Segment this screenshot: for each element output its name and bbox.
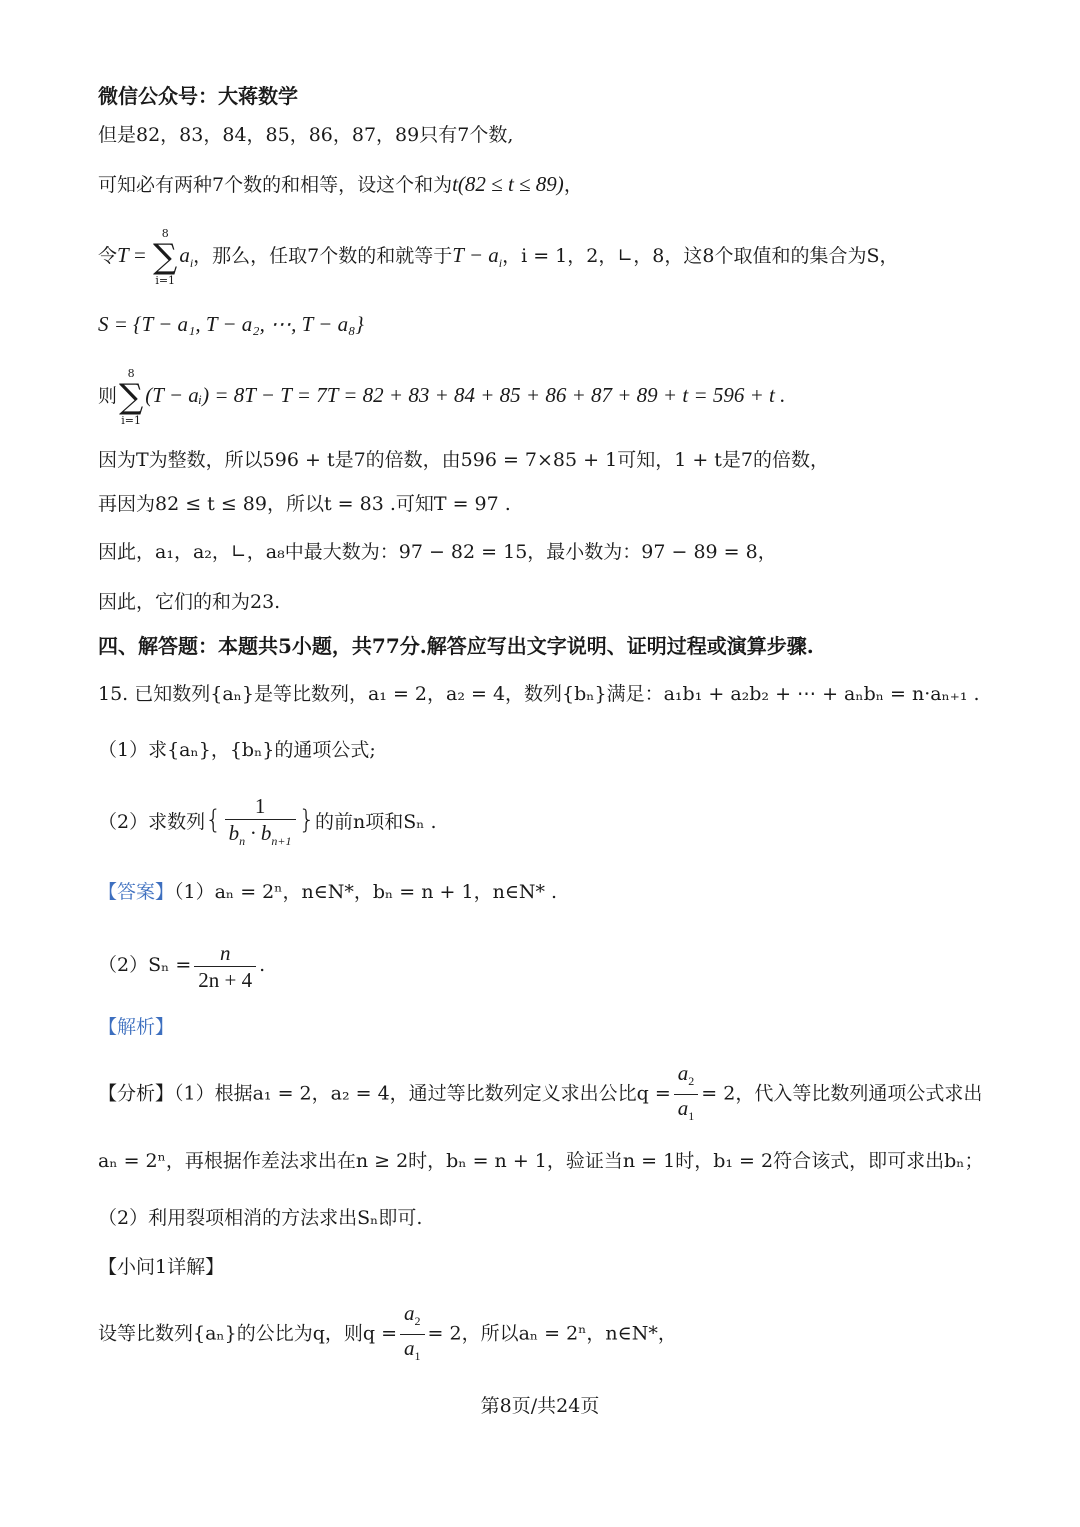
analysis-line-1-a: 【分析】（1）根据a₁ = 2，a₂ = 4，通过等比数列定义求出公比q =: [98, 1082, 671, 1105]
section-title: 四、解答题：本题共5小题，共77分.解答应写出文字说明、证明过程或演算步骤.: [98, 634, 814, 658]
page-footer: 第8页/共24页: [480, 1395, 600, 1417]
analysis-line-3: （2）利用裂项相消的方法求出Sₙ即可.: [98, 1207, 423, 1229]
text-line-3-a: 令: [98, 245, 118, 267]
text-line-3-b: ，那么，任取7个数的和就等于: [193, 245, 453, 267]
question-2-a: （2）求数列: [98, 811, 206, 833]
text-line-2-b: t(82 ≤ t ≤ 89): [452, 172, 564, 196]
text-line-8: 因此，a₁，a₂，∟，a₈中最大数为：97 − 82 = 15，最小数为：97 − 89 = 8，: [98, 541, 777, 563]
analysis-tag: 【解析】: [98, 1016, 175, 1038]
analysis-line-2: aₙ = 2ⁿ，再根据作差法求出在n ≥ 2时，bₙ = n + 1，验证当n = 1时，b₁ = 2符合该式，即可求出bₙ；: [98, 1150, 984, 1172]
answer-2-a: （2）Sₙ =: [98, 954, 192, 976]
fraction-sn-num: n: [194, 940, 256, 967]
analysis-line-1-b: = 2，代入等比数列通项公式求出: [701, 1082, 983, 1105]
answer-tag: 【答案】: [98, 881, 175, 903]
set-s: S = {T − a₁, T − a₂, ⋯, T − a₈}: [98, 312, 364, 336]
detail-line-1-a: 设等比数列{aₙ}的公比为q，则q =: [98, 1322, 398, 1345]
sum-symbol-2: 8 ∑ i=1: [119, 367, 144, 427]
question-2: （2）求数列{ $\frac{1}{b_n \cdot b_{n+1}}$ }的前n项和Sₙ .: [98, 788, 437, 854]
fraction-sn-den: 2n + 4: [198, 967, 253, 992]
detail-line-1: [98, 1300, 677, 1369]
analysis-line-1: [98, 1060, 982, 1129]
fraction-a2-a1: $\frac{a_2}{a_1}$: [674, 1060, 699, 1129]
text-line-3: 令T = 8 ∑ i=1 $a_i$，那么，任取7个数的和就等于$T - a_i$，i = 1，2，∟，8，这8个取值和的集合为S，: [98, 227, 899, 287]
text-line-6: 因为T为整数，所以596 + t是7的倍数，由596 = 7×85 + 1可知，1 + t是7的倍数，: [98, 449, 830, 471]
question-2-b: 的前n项和Sₙ .: [315, 811, 437, 833]
text-line-9: 因此，它们的和为23.: [98, 591, 281, 613]
question-1: （1）求{aₙ}，{bₙ}的通项公式;: [98, 739, 376, 761]
answer-1: （1）aₙ = 2ⁿ，n∈N*，bₙ = n + 1，n∈N* .: [174, 881, 558, 903]
text-line-5: [98, 365, 785, 427]
fraction-1-over-bn: $\frac{1}{b_n \cdot b_{n+1}}$: [225, 793, 296, 854]
text-line-3-c: ，i = 1，2，∟，8，这8个取值和的集合为S，: [502, 245, 899, 267]
answer-2-end: .: [259, 954, 266, 976]
fraction-a2-a1-detail: $\frac{a_2}{a_1}$: [400, 1300, 425, 1369]
text-line-5-b: (T − aᵢ) = 8T − T = 7T = 82 + 83 + 84 + 85 + 86 + 87 + 89 + t = 596 + t .: [145, 383, 786, 407]
sum-symbol: 8 ∑ i=1: [153, 227, 178, 287]
text-line-2: [98, 170, 583, 199]
text-line-2-c: ，: [563, 174, 583, 196]
detail-line-1-b: = 2，所以aₙ = 2ⁿ，n∈N*，: [427, 1322, 677, 1345]
fraction-sn: [194, 940, 256, 993]
detail-heading-1: 【小问1详解】: [98, 1256, 225, 1278]
answer-line-2: [98, 935, 265, 995]
text-line-1: 但是82，83，84，85，86，87，89只有7个数,: [98, 124, 514, 146]
text-line-2-a: 可知必有两种7个数的和相等，设这个和为: [98, 174, 453, 196]
text-line-7: 再因为82 ≤ t ≤ 89，所以t = 83 .可知T = 97 .: [98, 493, 511, 515]
problem-stem: 15. 已知数列{aₙ}是等比数列，a₁ = 2，a₂ = 4，数列{bₙ}满足：a₁b₁ + a₂b₂ + ⋯ + aₙbₙ = n·aₙ₊₁ .: [98, 683, 980, 705]
answer-line-1: [98, 878, 557, 906]
source-header: 微信公众号：大蒋数学: [98, 84, 298, 108]
text-line-5-a: 则: [98, 385, 118, 407]
